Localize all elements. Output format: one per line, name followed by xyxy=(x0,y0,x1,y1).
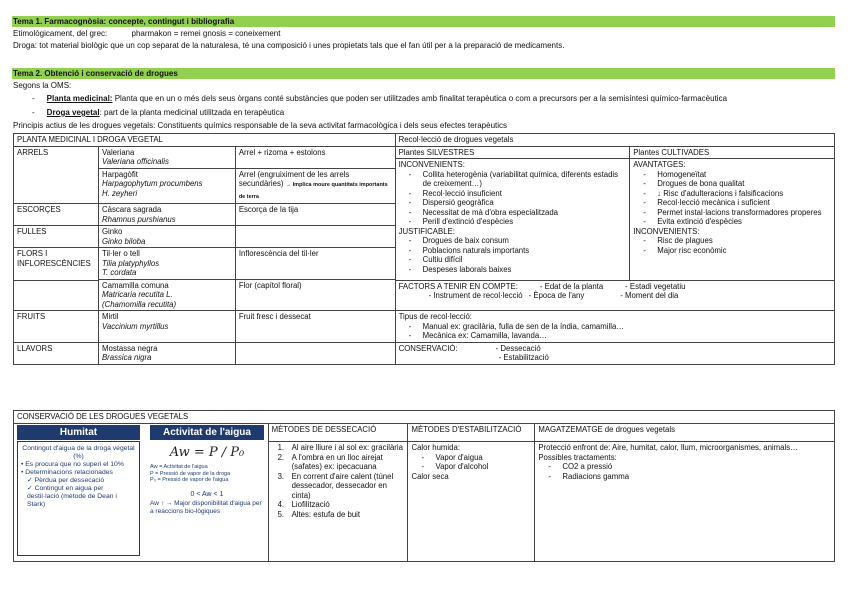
drogues-table xyxy=(13,133,835,365)
conservacio-label: CONSERVACIÓ: xyxy=(398,343,458,353)
factor-moment: - Moment del dia xyxy=(620,291,679,300)
mostassa-cell xyxy=(98,342,235,364)
conservacio-title: CONSERVACIÓ DE LES DROGUES VEGETALS xyxy=(14,411,835,424)
header-dessecacio: MÈTODES DE DESSECACIÓ xyxy=(268,423,408,442)
valeriana-cell xyxy=(98,146,235,168)
valeriana-desc: Arrel + rizoma + estolons xyxy=(235,146,395,168)
tiler-cell xyxy=(98,248,235,280)
magatzematge-list xyxy=(535,442,835,561)
list-item: - Mecànica ex: Camamilla, lavanda… xyxy=(399,331,831,341)
list-item: - Perill d'extinció d'espècies xyxy=(399,217,627,227)
planta-medicinal-text: Planta que en un o més dels seus òrgans conté substàncies que poden ser utilitzades amb finalitat terapèutica o com a precursors per a la semisíntesi químico-farmacèutica xyxy=(112,94,728,103)
list-item: - Vapor d'aigua xyxy=(411,453,531,463)
conservacio-estabilitzacio: - Estabilització xyxy=(498,353,549,362)
droga-definition: Droga: tot material biològic que un cop separat de la naturalesa, té una composició i unes propietats tals que el fan útil per a la preparació de medicaments. xyxy=(13,41,565,50)
camamilla-desc: Flor (capítol floral) xyxy=(235,279,395,311)
droga-vegetal-def: - Droga vegetal: part de la planta medicinal utilitzada en terapèutica xyxy=(32,108,285,117)
cat-fruits: FRUITS xyxy=(14,311,99,343)
mirtil-name: Mirtil xyxy=(101,312,119,321)
aw-legend: Aw = Activitat de l'aigua xyxy=(150,464,208,470)
header-planta: PLANTA MEDICINAL I DROGA VEGETAL xyxy=(14,134,396,147)
list-item: - ↓ Risc d'adulteracions i falsificacions xyxy=(633,189,831,199)
cultivades-cell xyxy=(630,146,835,280)
justificable-label: JUSTIFICABLE: xyxy=(398,226,455,236)
cat-llavors: LLAVORS xyxy=(14,342,99,364)
aw-legend: P₀ = Pressió de vapor de l'aigua xyxy=(150,477,229,483)
silvestres-cell xyxy=(395,146,630,280)
aw-note: Aw ↑ → Major disponibilitat d'aigua per a reaccions bio-lògiques xyxy=(150,500,262,515)
camamilla-cell xyxy=(98,279,235,311)
conservacio-dessecacio: - Dessecació xyxy=(495,343,541,353)
tema2-title: Tema 2. Obtenció i conservació de drogues xyxy=(12,68,835,79)
factor-instrument: - Instrument de recol·lecció xyxy=(428,291,523,300)
tiler-desc: Inflorescència del til·ler xyxy=(235,248,395,280)
list-item: - Risc de plagues xyxy=(633,236,831,246)
list-item: - Cultiu difícil xyxy=(399,255,627,265)
mostassa-desc xyxy=(235,342,395,364)
ginko-desc xyxy=(235,226,395,248)
camamilla-latin2: (Chamomilla recutita) xyxy=(101,299,177,309)
inconvenients2-label: INCONVENIENTS: xyxy=(633,226,700,236)
ginko-latin: Ginko biloba xyxy=(101,236,146,246)
list-item: Al aire lliure i al sol ex: gracilària xyxy=(291,443,403,453)
cascara-latin: Rhamnus purshianus xyxy=(101,214,176,224)
list-item: - Manual ex: gracilària, fulla de sen de la índia, camamilla… xyxy=(399,322,831,332)
humitat-title: Humitat xyxy=(17,425,140,440)
factor-epoca: - Època de l'any xyxy=(528,291,585,300)
factor-edat: - Edat de la planta xyxy=(539,281,604,291)
etimologia-label: Etimològicament, del grec: xyxy=(13,29,108,38)
list-item: - Drogues de bona qualitat xyxy=(633,179,831,189)
cascara-desc: Escorça de la tija xyxy=(235,204,395,226)
ginko-cell xyxy=(98,226,235,248)
mostassa-latin: Brassica nigra xyxy=(101,353,152,362)
list-item: - Despeses laborals baixes xyxy=(399,265,627,275)
harpagofit-latin1: Harpagophytum procumbens xyxy=(101,179,203,188)
humitat-line: ✓ Contingut en aigua per destil·lació (mètode de Dean i Stark) xyxy=(27,485,117,508)
estabilitzacio-list xyxy=(408,442,535,561)
header-estabilitzacio: MÈTODES D'ESTABILITZACIÓ xyxy=(408,423,535,442)
valeriana-name: Valeriana xyxy=(101,147,135,157)
mostassa-name: Mostassa negra xyxy=(101,343,158,353)
droga-vegetal-text: : part de la planta medicinal utilitzada en terapèutica xyxy=(99,108,285,117)
cat-arrels: ARRELS xyxy=(14,146,99,204)
header-recollecio: Recol·lecció de drogues vegetals xyxy=(395,134,834,147)
planta-medicinal-label: Planta medicinal: xyxy=(46,94,113,103)
avantatges-label: AVANTATGES: xyxy=(633,160,686,169)
list-item: - Dispersió geogràfica xyxy=(399,198,627,208)
tema1-title: Tema 1. Farmacognòsia: concepte, contingut i bibliografia xyxy=(12,16,835,27)
aw-formula: Aw = P / P₀ xyxy=(169,445,245,460)
humitat-line: • Es procura que no superi el 10% xyxy=(21,461,124,468)
camamilla-name: Camamilla comuna xyxy=(101,280,169,290)
factors-label: FACTORS A TENIR EN COMPTE: xyxy=(398,281,518,291)
mirtil-desc: Fruit fresc i dessecat xyxy=(235,311,395,343)
list-item: - Necessitat de mà d'obra especialitzada xyxy=(399,208,627,218)
calor-humida: Calor humida: xyxy=(411,443,460,453)
harpagofit-desc-text: Arrel (engruiximent de les arrels secundàries) xyxy=(238,169,350,188)
cascara-name: Càscara sagrada xyxy=(101,205,162,214)
conservacio-cell xyxy=(395,342,834,364)
aw-range: 0 < Aw < 1 xyxy=(190,490,224,498)
list-item: - Vapor d'alcohol xyxy=(411,462,531,472)
header-cultivades: Plantes CULTIVADES xyxy=(630,147,834,160)
list-item: - CO2 a pressió xyxy=(538,462,831,472)
tiler-name: Til·ler o tell xyxy=(101,249,140,258)
mirtil-latin: Vaccinium myrtillus xyxy=(101,321,169,331)
list-item: - Recol·lecció insuficient xyxy=(399,189,627,199)
list-item: - Drogues de baix consum xyxy=(399,236,627,246)
etimologia-terms: pharmakon = remei gnosis = coneixement xyxy=(131,29,281,38)
list-item: - Permet instal·lacions transformadores properes xyxy=(633,208,831,218)
list-item: En corrent d'aire calent (túnel dessecador, dessecador en cinta) xyxy=(291,471,394,500)
list-item: - Collita heterogènia (variabilitat química, diferents estadis de creixement…) xyxy=(399,170,627,189)
list-item: - Homogeneïtat xyxy=(633,170,831,180)
magatzematge-tractaments: Possibles tractaments: xyxy=(538,452,617,462)
list-item: Altes: estufa de buit xyxy=(291,509,361,519)
list-item: - Poblacions naturals importants xyxy=(399,246,627,256)
tipus-label: Tipus de recol·lecció: xyxy=(398,312,472,321)
humitat-line: Contingut d'aigua de la droga vegetal (%) xyxy=(22,445,135,460)
camamilla-latin1: Matricaria recutita L. xyxy=(101,290,173,299)
cascara-cell xyxy=(98,204,235,226)
header-magatzematge: MAGATZEMATGE de drogues vegetals xyxy=(535,423,835,442)
planta-medicinal-def: - Planta medicinal: Planta que en un o més dels seus òrgans conté substàncies que poden ser utilitzades amb finalitat terapèutica o com a precursors per a la semisíntesi químico-farmacèutica xyxy=(32,94,728,103)
list-item: - Recol·lecció mecànica i suficient xyxy=(633,198,831,208)
humitat-body xyxy=(17,441,140,556)
etimologia xyxy=(13,29,280,39)
principis-actius: Principis actius de les drogues vegetals: Constituents químics responsable de la seva activitat farmacològica i dels seus efectes terapèutics xyxy=(13,121,508,130)
tipus-cell xyxy=(395,311,834,343)
dessecacio-list: 1. Al aire lliure i al sol ex: gracilària 2. A l'ombra en un lloc airejat (safates) ex: ipecacuana 3. En corrent d'aire calent (túnel dessecador, dessecador en cinta) 4. Liofilització 5. Altes: estufa de buit xyxy=(268,442,408,561)
segons-oms: Segons la OMS: xyxy=(13,81,72,90)
harpagofit-name: Harpagòfit xyxy=(101,169,138,179)
calor-seca: Calor seca xyxy=(411,471,449,481)
humitat-line: • Determinacions relacionades xyxy=(21,469,113,476)
list-item: - Major risc econòmic xyxy=(633,246,831,256)
valeriana-latin: Valeriana officinalis xyxy=(101,157,169,166)
header-silvestres: Plantes SILVESTRES xyxy=(396,147,630,160)
factor-estadi: - Estadi vegetatiu xyxy=(625,281,686,291)
aw-legend: P = Pressió de vapor de la droga xyxy=(150,470,231,477)
tiler-latin2: T. cordata xyxy=(101,268,137,277)
cat-fulles: FULLES xyxy=(14,226,99,248)
list-item: - Radiacions gamma xyxy=(538,472,831,482)
list-item: A l'ombra en un lloc airejat (safates) ex: ipecacuana xyxy=(291,452,383,472)
cat-escorces: ESCORÇES xyxy=(14,204,99,226)
aw-body xyxy=(150,441,264,556)
humitat-line: ✓ Pèrdua per dessecació xyxy=(27,477,105,484)
magatzematge-proteccio: Protecció enfront de: Aire, humitat, calor, llum, microorganismes, animals… xyxy=(538,443,798,453)
cat-flors: FLORS I INFLORESCÈNCIES xyxy=(14,248,99,281)
ginko-name: Ginko xyxy=(101,227,123,236)
harpagofit-note: → Implica moure quantitats importants de terra xyxy=(238,182,388,200)
list-item: Liofilització xyxy=(291,500,330,510)
harpagofit-desc xyxy=(235,168,395,204)
mirtil-cell xyxy=(98,311,235,343)
harpagofit-cell xyxy=(98,168,235,204)
cat-empty xyxy=(14,280,99,311)
factors-cell xyxy=(395,280,834,311)
aw-title: Activitat de l'aigua xyxy=(150,425,264,440)
tiler-latin1: Tilia platyphyllos xyxy=(101,258,160,268)
list-item: - Evita extinció d'espècies xyxy=(633,217,831,227)
inconvenients-label: INCONVENIENTS: xyxy=(398,160,465,169)
droga-vegetal-label: Droga vegetal xyxy=(46,108,100,117)
harpagofit-latin2: H. zeyheri xyxy=(101,188,138,198)
